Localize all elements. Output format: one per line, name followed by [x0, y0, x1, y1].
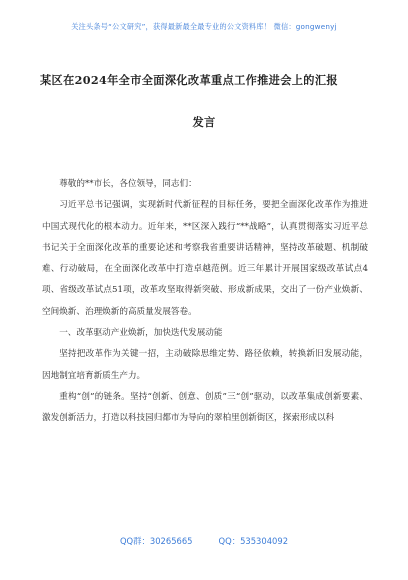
title-line-2: 发言 [192, 115, 216, 129]
header-banner: 关注头条号“公文研究”，获得最新最全最专业的公文资料库！ 微信：gongwenyj [71, 22, 337, 31]
footer-qq-group: QQ群：30265665 [119, 536, 193, 546]
document-title [40, 70, 368, 132]
section-heading: 一、改革驱动产业焕新，加快迭代发展动能 [59, 328, 223, 339]
body-paragraph: 坚持把改革作为关键一招，主动破除思维定势、路径依赖，转换新旧发展动能，因地制宜培育新质生产力。 [42, 349, 368, 381]
footer-qq: QQ：535304092 [218, 536, 289, 546]
salutation: 尊敬的**市长，各位领导，同志们： [59, 179, 197, 189]
document-body [42, 174, 368, 430]
title-line-1: 某区在2024年全市全面深化改革重点工作推进会上的汇报 [40, 73, 338, 87]
footer-contact [0, 535, 408, 547]
body-paragraph: 习近平总书记强调，实现新时代新征程的目标任务，要把全面深化改革作为推进中国式现代化的根本动力。近年来，**区深入践行“**战略”，认真贯彻落实习近平总书记关于全面深化改革的重要论述和考察我省重要讲话精神，坚持改革破题、机制破难、行动破局，在全面深化改革中打造卓越范例。近三年累计开展国家级改革试点4项、省级改革试点51项，改革攻坚取得新突破、形成新成果，交出了一份产业焕新、空间焕新、治理焕新的高质量发展答卷。 [42, 200, 368, 317]
body-paragraph: 重构“创”的链条。坚持“创新、创意、创质”三“创”驱动，以改革集成创新要素、激发创新活力，打造以科技园归都市为导向的翠柏里创新街区，探索形成以科 [42, 391, 368, 424]
